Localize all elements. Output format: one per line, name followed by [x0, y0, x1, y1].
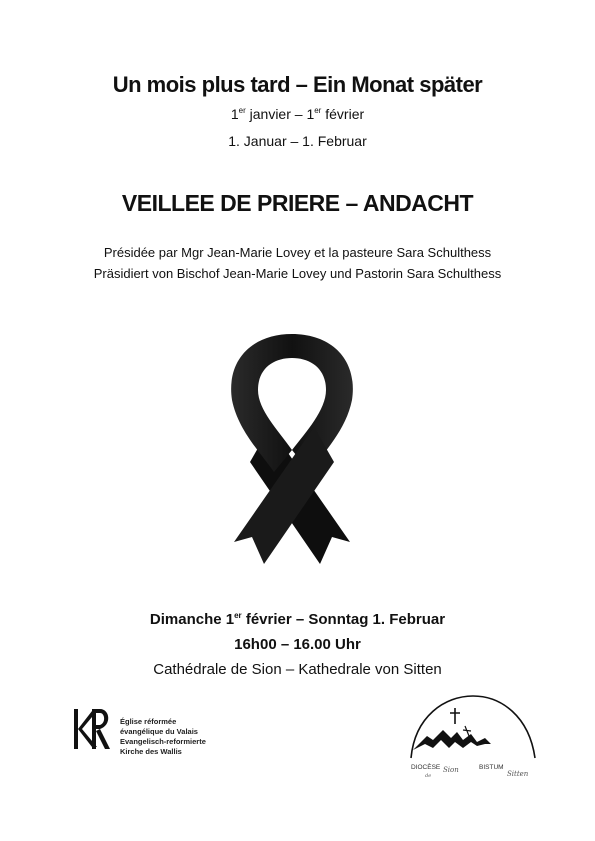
logo-left-line: évangélique du Valais — [120, 727, 198, 736]
date-range-fr: 1er janvier – 1er février — [230, 106, 365, 122]
reformed-church-mark-icon — [70, 707, 114, 751]
bistum-label: BISTUM — [479, 764, 504, 771]
presided-by-fr: Présidée par Mgr Jean-Marie Lovey et la pasteure Sara Schulthess — [103, 245, 492, 260]
logo-left-line: Kirche des Wallis — [120, 747, 182, 756]
logo-left-line: Evangelisch-reformierte — [120, 737, 206, 746]
event-date: Dimanche 1er février – Sonntag 1. Februar — [149, 611, 446, 628]
diocese-de-label: de — [425, 773, 432, 779]
date-range-de: 1. Januar – 1. Februar — [228, 133, 367, 149]
mourning-ribbon-icon — [212, 332, 372, 572]
reformed-church-logo — [70, 707, 230, 767]
logo-left-line: Église réformée — [120, 717, 177, 726]
diocese-sion-label: Sion — [443, 766, 459, 774]
event-heading: VEILLEE DE PRIERE – ANDACHT — [121, 190, 474, 216]
page-title: Un mois plus tard – Ein Monat später — [112, 72, 483, 97]
event-location: Cathédrale de Sion – Kathedrale von Sitten — [153, 661, 442, 678]
presided-by-de: Präsidiert von Bischof Jean-Marie Lovey und Pastorin Sara Schulthess — [93, 266, 502, 281]
diocese-sion-logo — [405, 692, 540, 784]
event-time: 16h00 – 16.00 Uhr — [234, 636, 361, 653]
diocese-label: DIOCÈSE — [411, 764, 441, 771]
bistum-sitten-label: Sitten — [507, 770, 529, 778]
